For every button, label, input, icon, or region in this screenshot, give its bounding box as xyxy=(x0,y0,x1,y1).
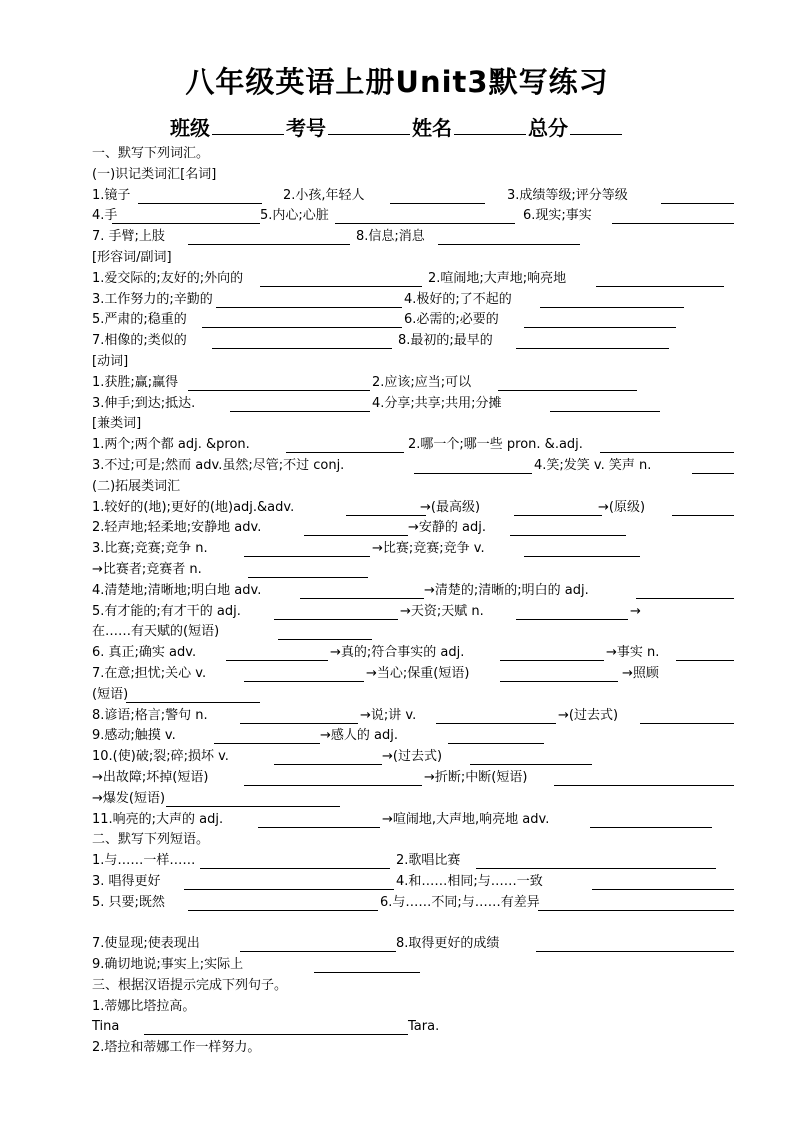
line-text: 4.笑;发笑 v. 笑声 n. xyxy=(534,457,652,473)
worksheet-line xyxy=(92,290,734,311)
worksheet-line xyxy=(92,435,734,456)
answer-blank[interactable] xyxy=(636,598,734,599)
answer-blank[interactable] xyxy=(592,889,734,890)
line-text: 6.必需的;必要的 xyxy=(404,312,499,328)
answer-blank[interactable] xyxy=(212,348,392,349)
line-text: (一)识记类词汇[名词] xyxy=(92,166,217,182)
answer-blank[interactable] xyxy=(596,286,724,287)
line-text: 4.和……相同;与……一致 xyxy=(396,873,543,889)
answer-blank[interactable] xyxy=(661,203,734,204)
worksheet-line xyxy=(92,955,734,976)
answer-blank[interactable] xyxy=(590,827,712,828)
line-text: →清楚的;清晰的;明白的 adj. xyxy=(424,582,589,598)
answer-blank[interactable] xyxy=(240,723,358,724)
answer-blank[interactable] xyxy=(214,743,320,744)
line-text: 6.现实;事实 xyxy=(523,208,592,224)
worksheet-line xyxy=(92,581,734,602)
answer-blank[interactable] xyxy=(554,785,734,786)
line-text: 6. 真正;确实 adv. xyxy=(92,645,197,661)
answer-blank[interactable] xyxy=(335,223,515,224)
worksheet-line xyxy=(92,144,734,165)
answer-blank[interactable] xyxy=(672,515,734,516)
worksheet-line xyxy=(92,934,734,955)
worksheet-line xyxy=(92,352,734,373)
line-text: 7.使显现;使表现出 xyxy=(92,936,200,952)
worksheet-line xyxy=(92,768,734,789)
worksheet-line xyxy=(92,706,734,727)
worksheet-line xyxy=(92,976,734,997)
answer-blank[interactable] xyxy=(304,535,408,536)
line-text: 3.伸手;到达;抵达. xyxy=(92,395,196,411)
answer-blank[interactable] xyxy=(226,660,328,661)
worksheet-body xyxy=(92,144,734,1059)
answer-blank[interactable] xyxy=(498,390,637,391)
exam-number-blank xyxy=(328,116,410,135)
name-label: 姓名 xyxy=(412,116,452,140)
line-text: 5.内心;心脏 xyxy=(260,208,329,224)
line-text: →爆发(短语) xyxy=(92,790,166,806)
line-text: 10.(使)破;裂;碎;损坏 v. xyxy=(92,749,229,765)
page-title: 八年级英语上册Unit3默写练习 xyxy=(185,65,609,99)
line-text: 1.较好的(地);更好的(地)adj.&adv. xyxy=(92,499,295,515)
line-text: →天资;天赋 n. xyxy=(400,603,484,619)
line-text: 4.分享;共享;共用;分摊 xyxy=(372,395,502,411)
answer-blank[interactable] xyxy=(240,951,396,952)
worksheet-line xyxy=(92,913,734,934)
worksheet-line xyxy=(92,186,734,207)
line-text: 4.极好的;了不起的 xyxy=(404,291,512,307)
worksheet-line xyxy=(92,685,734,706)
worksheet-line xyxy=(92,248,734,269)
line-text: 在……有天赋的(短语) xyxy=(92,624,220,640)
answer-blank[interactable] xyxy=(188,390,370,391)
answer-blank[interactable] xyxy=(184,889,394,890)
line-text: 2.喧闹地;大声地;响亮地 xyxy=(428,270,567,286)
answer-blank[interactable] xyxy=(126,702,260,703)
line-text: [动词] xyxy=(92,353,129,369)
answer-blank[interactable] xyxy=(202,327,402,328)
line-text: →当心;保重(短语) xyxy=(366,665,470,681)
answer-blank[interactable] xyxy=(536,951,734,952)
line-text: [兼类词] xyxy=(92,416,142,432)
answer-blank[interactable] xyxy=(144,1034,408,1035)
answer-blank[interactable] xyxy=(274,764,382,765)
line-text: 3. 唱得更好 xyxy=(92,873,161,889)
line-text: →(过去式) xyxy=(558,707,619,723)
worksheet-line xyxy=(92,602,734,623)
worksheet-line xyxy=(92,560,734,581)
worksheet-line xyxy=(92,747,734,768)
line-text: →说;讲 v. xyxy=(360,707,417,723)
worksheet-line xyxy=(92,498,734,519)
line-text: → xyxy=(630,603,641,619)
answer-blank[interactable] xyxy=(516,619,628,620)
worksheet-line xyxy=(92,518,734,539)
line-text: 5. 只要;既然 xyxy=(92,894,165,910)
answer-blank[interactable] xyxy=(676,660,734,661)
line-text: 8.谚语;格言;警句 n. xyxy=(92,707,208,723)
total-score-blank xyxy=(570,116,622,135)
line-text: 9.确切地说;事实上;实际上 xyxy=(92,957,244,973)
line-text: Tina xyxy=(92,1019,120,1035)
line-text: →安静的 adj. xyxy=(408,520,486,536)
line-text: 7.在意;担忧;关心 v. xyxy=(92,665,207,681)
answer-blank[interactable] xyxy=(244,681,364,682)
worksheet-line xyxy=(92,789,734,810)
worksheet-line xyxy=(92,1017,734,1038)
worksheet-line xyxy=(92,997,734,1018)
line-text: 5.严肃的;稳重的 xyxy=(92,312,187,328)
answer-blank[interactable] xyxy=(244,785,422,786)
name-blank xyxy=(454,116,526,135)
exam-number-label: 考号 xyxy=(286,116,326,140)
answer-blank[interactable] xyxy=(166,806,340,807)
answer-blank[interactable] xyxy=(516,348,669,349)
answer-blank[interactable] xyxy=(188,910,378,911)
line-text: 2.应该;应当;可以 xyxy=(372,374,472,390)
line-text: →照顾 xyxy=(622,665,659,681)
line-text: 7. 手臂;上肢 xyxy=(92,229,165,245)
line-text: 6.与……不同;与……有差异 xyxy=(380,894,540,910)
line-text: [形容词/副词] xyxy=(92,249,172,265)
answer-blank[interactable] xyxy=(138,203,262,204)
worksheet-line xyxy=(92,310,734,331)
answer-blank[interactable] xyxy=(274,619,398,620)
answer-blank[interactable] xyxy=(244,556,370,557)
line-text: 7.相像的;类似的 xyxy=(92,333,187,349)
line-text: 1.镜子 xyxy=(92,187,131,203)
line-text: 2.塔拉和蒂娜工作一样努力。 xyxy=(92,1040,261,1056)
line-text: 1.爱交际的;友好的;外向的 xyxy=(92,270,244,286)
answer-blank[interactable] xyxy=(414,473,532,474)
worksheet-line xyxy=(92,643,734,664)
answer-blank[interactable] xyxy=(346,515,426,516)
line-text: →(过去式) xyxy=(382,749,443,765)
answer-blank[interactable] xyxy=(300,598,424,599)
answer-blank[interactable] xyxy=(230,411,370,412)
answer-blank[interactable] xyxy=(436,723,556,724)
line-text: →(最高级) xyxy=(420,499,481,515)
worksheet-line xyxy=(92,414,734,435)
worksheet-line xyxy=(92,664,734,685)
header-fields xyxy=(0,112,794,141)
worksheet-line xyxy=(92,456,734,477)
class-label: 班级 xyxy=(170,116,210,140)
answer-blank[interactable] xyxy=(510,535,626,536)
line-text: 8.取得更好的成绩 xyxy=(396,936,500,952)
answer-blank[interactable] xyxy=(248,577,368,578)
answer-blank[interactable] xyxy=(524,327,676,328)
line-text: 1.两个;两个都 adj. &pron. xyxy=(92,437,250,453)
line-text: 2.小孩,年轻人 xyxy=(283,187,365,203)
line-text: →折断;中断(短语) xyxy=(424,769,528,785)
line-text: 二、默写下列短语。 xyxy=(92,832,210,848)
line-text: 2.轻声地;轻柔地;安静地 adv. xyxy=(92,520,262,536)
worksheet-line xyxy=(92,1038,734,1059)
line-text: 3.工作努力的;辛勤的 xyxy=(92,291,213,307)
worksheet-line xyxy=(92,165,734,186)
worksheet-line xyxy=(92,373,734,394)
worksheet-line xyxy=(92,830,734,851)
answer-blank[interactable] xyxy=(438,244,580,245)
answer-blank[interactable] xyxy=(258,827,380,828)
total-score-label: 总分 xyxy=(528,116,568,140)
answer-blank[interactable] xyxy=(500,681,618,682)
line-text: 三、根据汉语提示完成下列句子。 xyxy=(92,977,288,993)
answer-blank[interactable] xyxy=(524,556,640,557)
answer-blank[interactable] xyxy=(200,868,390,869)
answer-blank[interactable] xyxy=(550,411,660,412)
answer-blank[interactable] xyxy=(600,452,734,453)
answer-blank[interactable] xyxy=(314,972,420,973)
line-text: 3.比赛;竞赛;竞争 n. xyxy=(92,541,208,557)
line-text: 一、默写下列词汇。 xyxy=(92,146,210,161)
line-text: 3.成绩等级;评分等级 xyxy=(507,187,628,203)
worksheet-line xyxy=(92,331,734,352)
worksheet-line xyxy=(92,206,734,227)
line-text: 8.信息;消息 xyxy=(356,229,425,245)
worksheet-line xyxy=(92,872,734,893)
worksheet-line xyxy=(92,893,734,914)
line-text: (二)拓展类词汇 xyxy=(92,478,181,494)
answer-blank[interactable] xyxy=(216,307,402,308)
answer-blank[interactable] xyxy=(390,203,485,204)
answer-blank[interactable] xyxy=(188,244,350,245)
line-text: 2.哪一个;哪一些 pron. &.adj. xyxy=(408,437,583,453)
line-text: (短语) xyxy=(92,686,129,702)
line-text: →喧闹地,大声地,响亮地 adv. xyxy=(382,811,550,827)
worksheet-line xyxy=(92,227,734,248)
answer-blank[interactable] xyxy=(640,723,734,724)
line-text: 3.不过;可是;然而 adv.虽然;尽管;不过 conj. xyxy=(92,457,345,473)
answer-blank[interactable] xyxy=(500,660,604,661)
answer-blank[interactable] xyxy=(278,639,372,640)
line-text: →比赛;竞赛;竞争 v. xyxy=(372,541,485,557)
answer-blank[interactable] xyxy=(476,868,716,869)
line-text: 11.响亮的;大声的 adj. xyxy=(92,811,224,827)
line-text: 4.清楚地;清晰地;明白地 adv. xyxy=(92,582,262,598)
answer-blank[interactable] xyxy=(470,764,592,765)
answer-blank[interactable] xyxy=(260,286,422,287)
line-text: →比赛者;竞赛者 n. xyxy=(92,561,202,577)
worksheet-line xyxy=(92,622,734,643)
line-text: 1.与……一样…… xyxy=(92,853,196,869)
line-text: 5.有才能的;有才干的 adj. xyxy=(92,603,241,619)
answer-blank[interactable] xyxy=(448,743,544,744)
line-text: 8.最初的;最早的 xyxy=(398,333,493,349)
line-text: Tara. xyxy=(408,1019,440,1035)
line-text: →真的;符合事实的 adj. xyxy=(330,645,465,661)
worksheet-line xyxy=(92,851,734,872)
line-text: →(原级) xyxy=(598,499,646,515)
worksheet-line xyxy=(92,810,734,831)
worksheet-line xyxy=(92,477,734,498)
line-text: 2.歌唱比赛 xyxy=(396,853,461,869)
line-text: 9.感动;触摸 v. xyxy=(92,728,176,744)
answer-blank[interactable] xyxy=(286,452,404,453)
line-text: 1.蒂娜比塔拉高。 xyxy=(92,998,196,1014)
answer-blank[interactable] xyxy=(540,307,684,308)
worksheet-line xyxy=(92,394,734,415)
answer-blank[interactable] xyxy=(538,910,734,911)
line-text: →事实 n. xyxy=(606,645,660,661)
answer-blank[interactable] xyxy=(112,223,260,224)
line-text: →感人的 adj. xyxy=(320,728,398,744)
class-blank xyxy=(212,116,284,135)
answer-blank[interactable] xyxy=(692,473,734,474)
line-text: 4.手 xyxy=(92,208,118,224)
line-text: →出故障;坏掉(短语) xyxy=(92,769,209,785)
line-text: 1.获胜;赢;赢得 xyxy=(92,374,179,390)
answer-blank[interactable] xyxy=(514,515,602,516)
worksheet-line xyxy=(92,726,734,747)
worksheet-line xyxy=(92,539,734,560)
answer-blank[interactable] xyxy=(612,223,734,224)
worksheet-line xyxy=(92,269,734,290)
